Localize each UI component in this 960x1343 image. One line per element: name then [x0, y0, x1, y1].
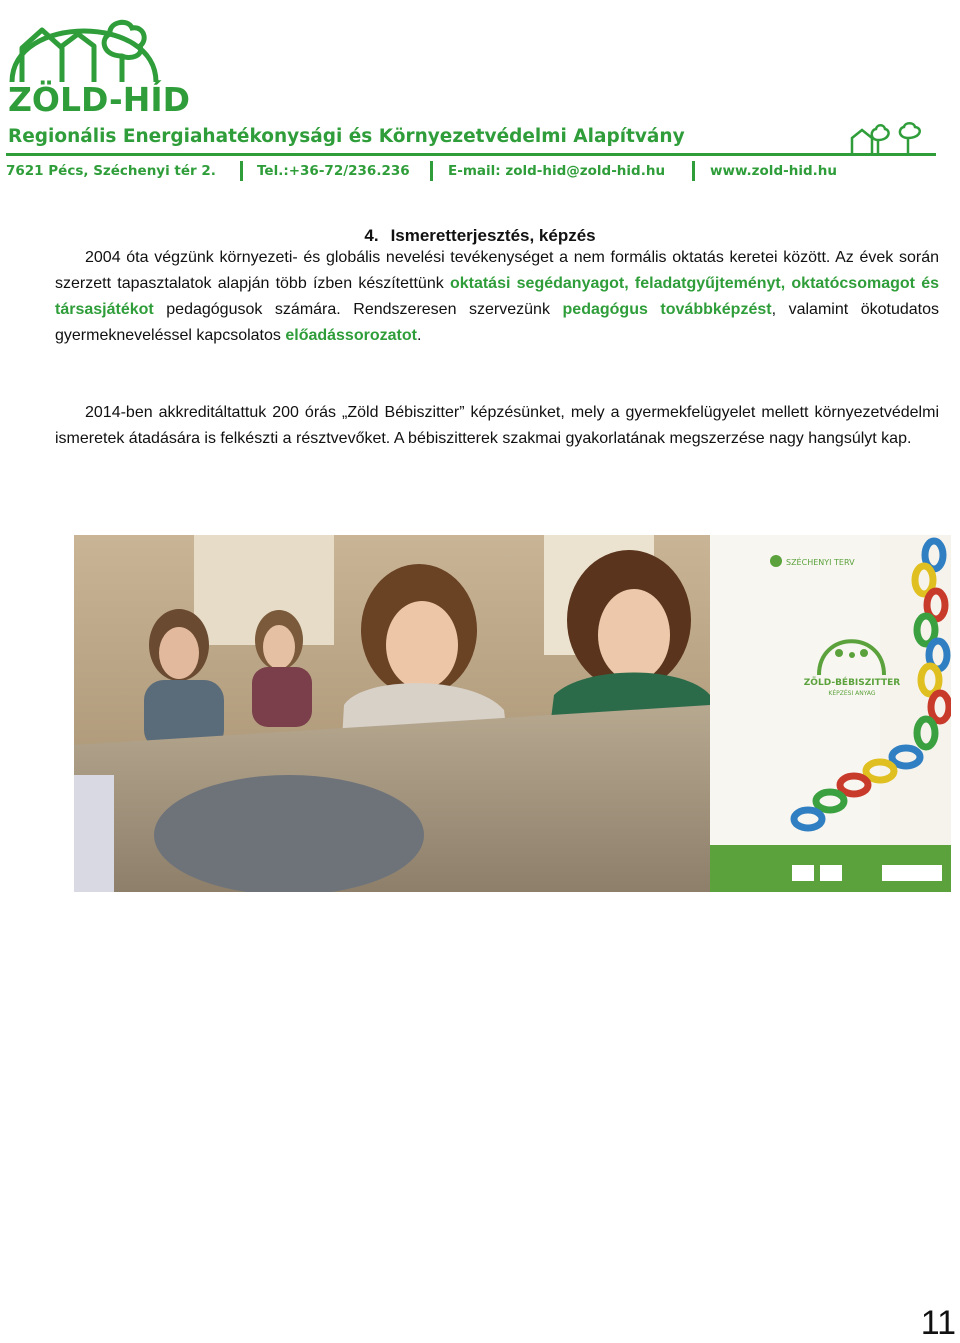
address-text: 7621 Pécs, Széchenyi tér 2.: [6, 163, 216, 179]
organization-name: Regionális Energiahatékonysági és Környezetvédelmi Alapítvány: [8, 126, 685, 147]
section-title: Ismeretterjesztés, képzés: [390, 226, 596, 245]
contact-separator: [240, 161, 243, 181]
booklet-subtitle: KÉPZÉSI ANYAG: [828, 690, 876, 697]
header-divider: [6, 153, 936, 156]
brand-name: ZÖLD-HÍD: [8, 80, 190, 119]
paragraph-activities: [55, 245, 939, 349]
contact-separator: [692, 161, 695, 181]
paragraph-babysitter: [55, 400, 939, 452]
szechenyi-logo-icon: [770, 555, 782, 567]
booklet-title: ZÖLD-BÉBISZITTER: [803, 678, 901, 688]
letterhead: [0, 0, 960, 190]
paragraph-text: 2004 óta végzünk környezeti- és globális nevelési tevékenységet a nem formális oktatás keretei között. Az évek során szerzett tapasztalatok alapján több ízben készítettünk: [55, 249, 939, 292]
house-tree-small-icon: [848, 122, 938, 154]
paragraph-text: , valamint ökotudatos gyermekneveléssel kapcsolatos: [55, 301, 940, 344]
contact-bar: [6, 161, 946, 183]
section-number: 4.: [364, 226, 379, 245]
house-tree-logo-icon: [4, 4, 164, 84]
paragraph-text: 2014-ben akkreditáltattuk 200 órás „Zöld Bébiszitter” képzésünket, mely a gyermekfelügyelet mellett környezetvédelmi ismeretek átadására is felkészti a résztvevőket. A bébiszitterek szakmai gyakorlatának megszerzése nagy hangsúlyt kap.: [55, 404, 939, 447]
page-number: 11: [920, 1304, 956, 1342]
booklet-program: SZÉCHENYI TERV: [786, 558, 855, 567]
highlight-materials: oktatási segédanyagot, feladatgyűjteményt, oktatócsomagot és társasjátékot: [55, 275, 940, 318]
paragraph-text: pedagógusok számára. Rendszeresen szervezünk: [153, 301, 563, 318]
section-heading: [0, 226, 960, 246]
highlight-lecture-series: előadássorozatot: [285, 327, 417, 344]
phone-text: Tel.:+36-72/236.236: [257, 163, 410, 179]
classroom-photo-image: [74, 535, 951, 892]
classroom-photo: [74, 535, 951, 892]
website-text: www.zold-hid.hu: [710, 163, 837, 179]
paragraph-text: .: [416, 327, 422, 344]
email-text: E-mail: zold-hid@zold-hid.hu: [448, 163, 666, 179]
contact-separator: [430, 161, 433, 181]
highlight-teacher-training: pedagógus továbbképzést: [562, 301, 772, 318]
